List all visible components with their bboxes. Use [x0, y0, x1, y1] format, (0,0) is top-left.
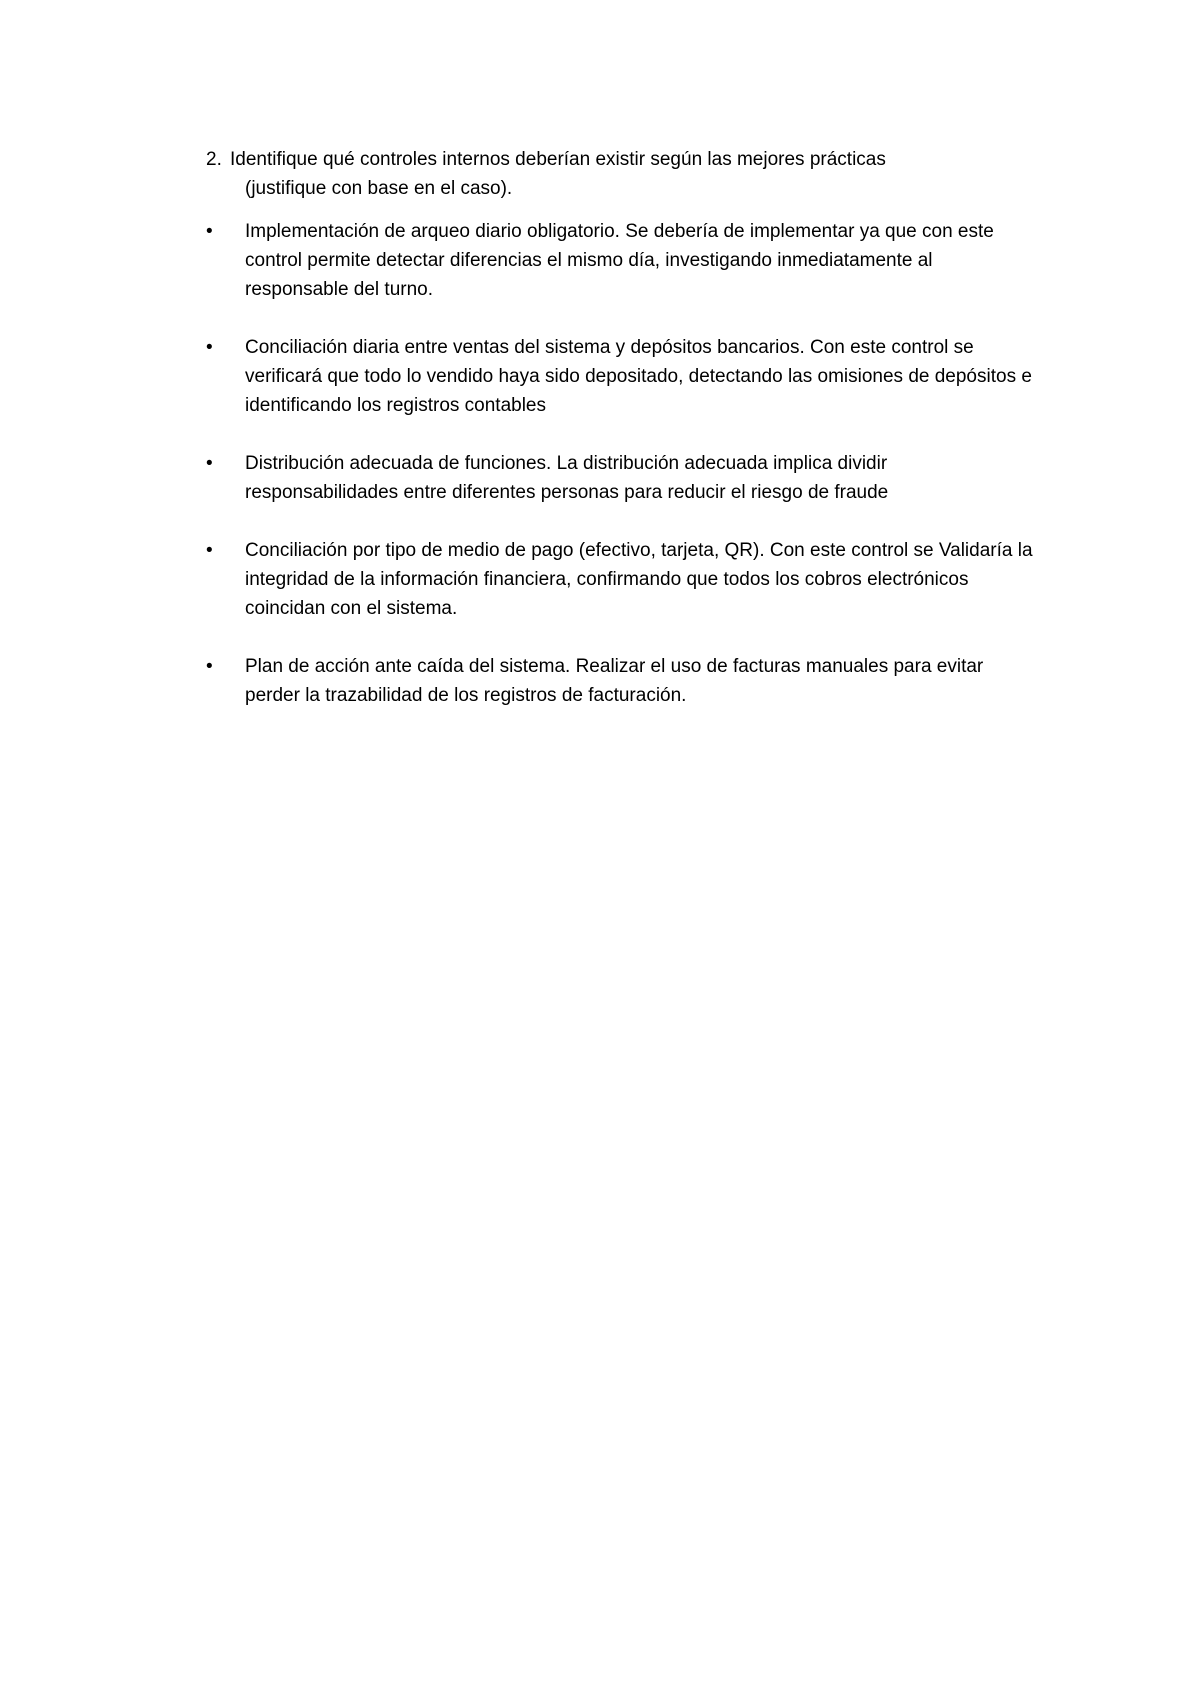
bullet-text: Distribución adecuada de funciones. La distribución adecuada implica dividir responsabilidades entre diferentes personas para reducir el riesgo de fraude	[245, 453, 889, 503]
bullet-list	[206, 217, 1036, 710]
bullet-text: Implementación de arqueo diario obligatorio. Se debería de implementar ya que con este control permite detectar diferencias el mismo día, investigando inmediatamente al responsable del turno.	[245, 221, 994, 300]
list-item	[206, 217, 1036, 304]
bullet-icon: •	[206, 540, 213, 561]
bullet-icon: •	[206, 656, 213, 677]
question-heading	[206, 145, 1036, 203]
question-line-2: (justifique con base en el caso).	[245, 178, 513, 199]
list-item	[206, 449, 1036, 507]
bullet-text: Conciliación diaria entre ventas del sistema y depósitos bancarios. Con este control se verificará que todo lo vendido haya sido depositado, detectando las omisiones de depósitos e identificando los registros contables	[245, 337, 1032, 416]
list-item	[206, 536, 1036, 623]
list-item	[206, 652, 1036, 710]
list-item	[206, 333, 1036, 420]
bullet-icon: •	[206, 221, 213, 242]
question-text	[230, 145, 1036, 203]
question-line-1: Identifique qué controles internos deberían existir según las mejores prácticas	[230, 149, 886, 170]
bullet-text: Plan de acción ante caída del sistema. Realizar el uso de facturas manuales para evitar perder la trazabilidad de los registros de facturación.	[245, 656, 984, 706]
bullet-icon: •	[206, 337, 213, 358]
document-body	[206, 145, 1036, 739]
bullet-icon: •	[206, 453, 213, 474]
bullet-text: Conciliación por tipo de medio de pago (efectivo, tarjeta, QR). Con este control se Validaría la integridad de la información financiera, confirmando que todos los cobros electrónicos coincidan con el sistema.	[245, 540, 1033, 619]
question-number: 2.	[206, 149, 222, 170]
